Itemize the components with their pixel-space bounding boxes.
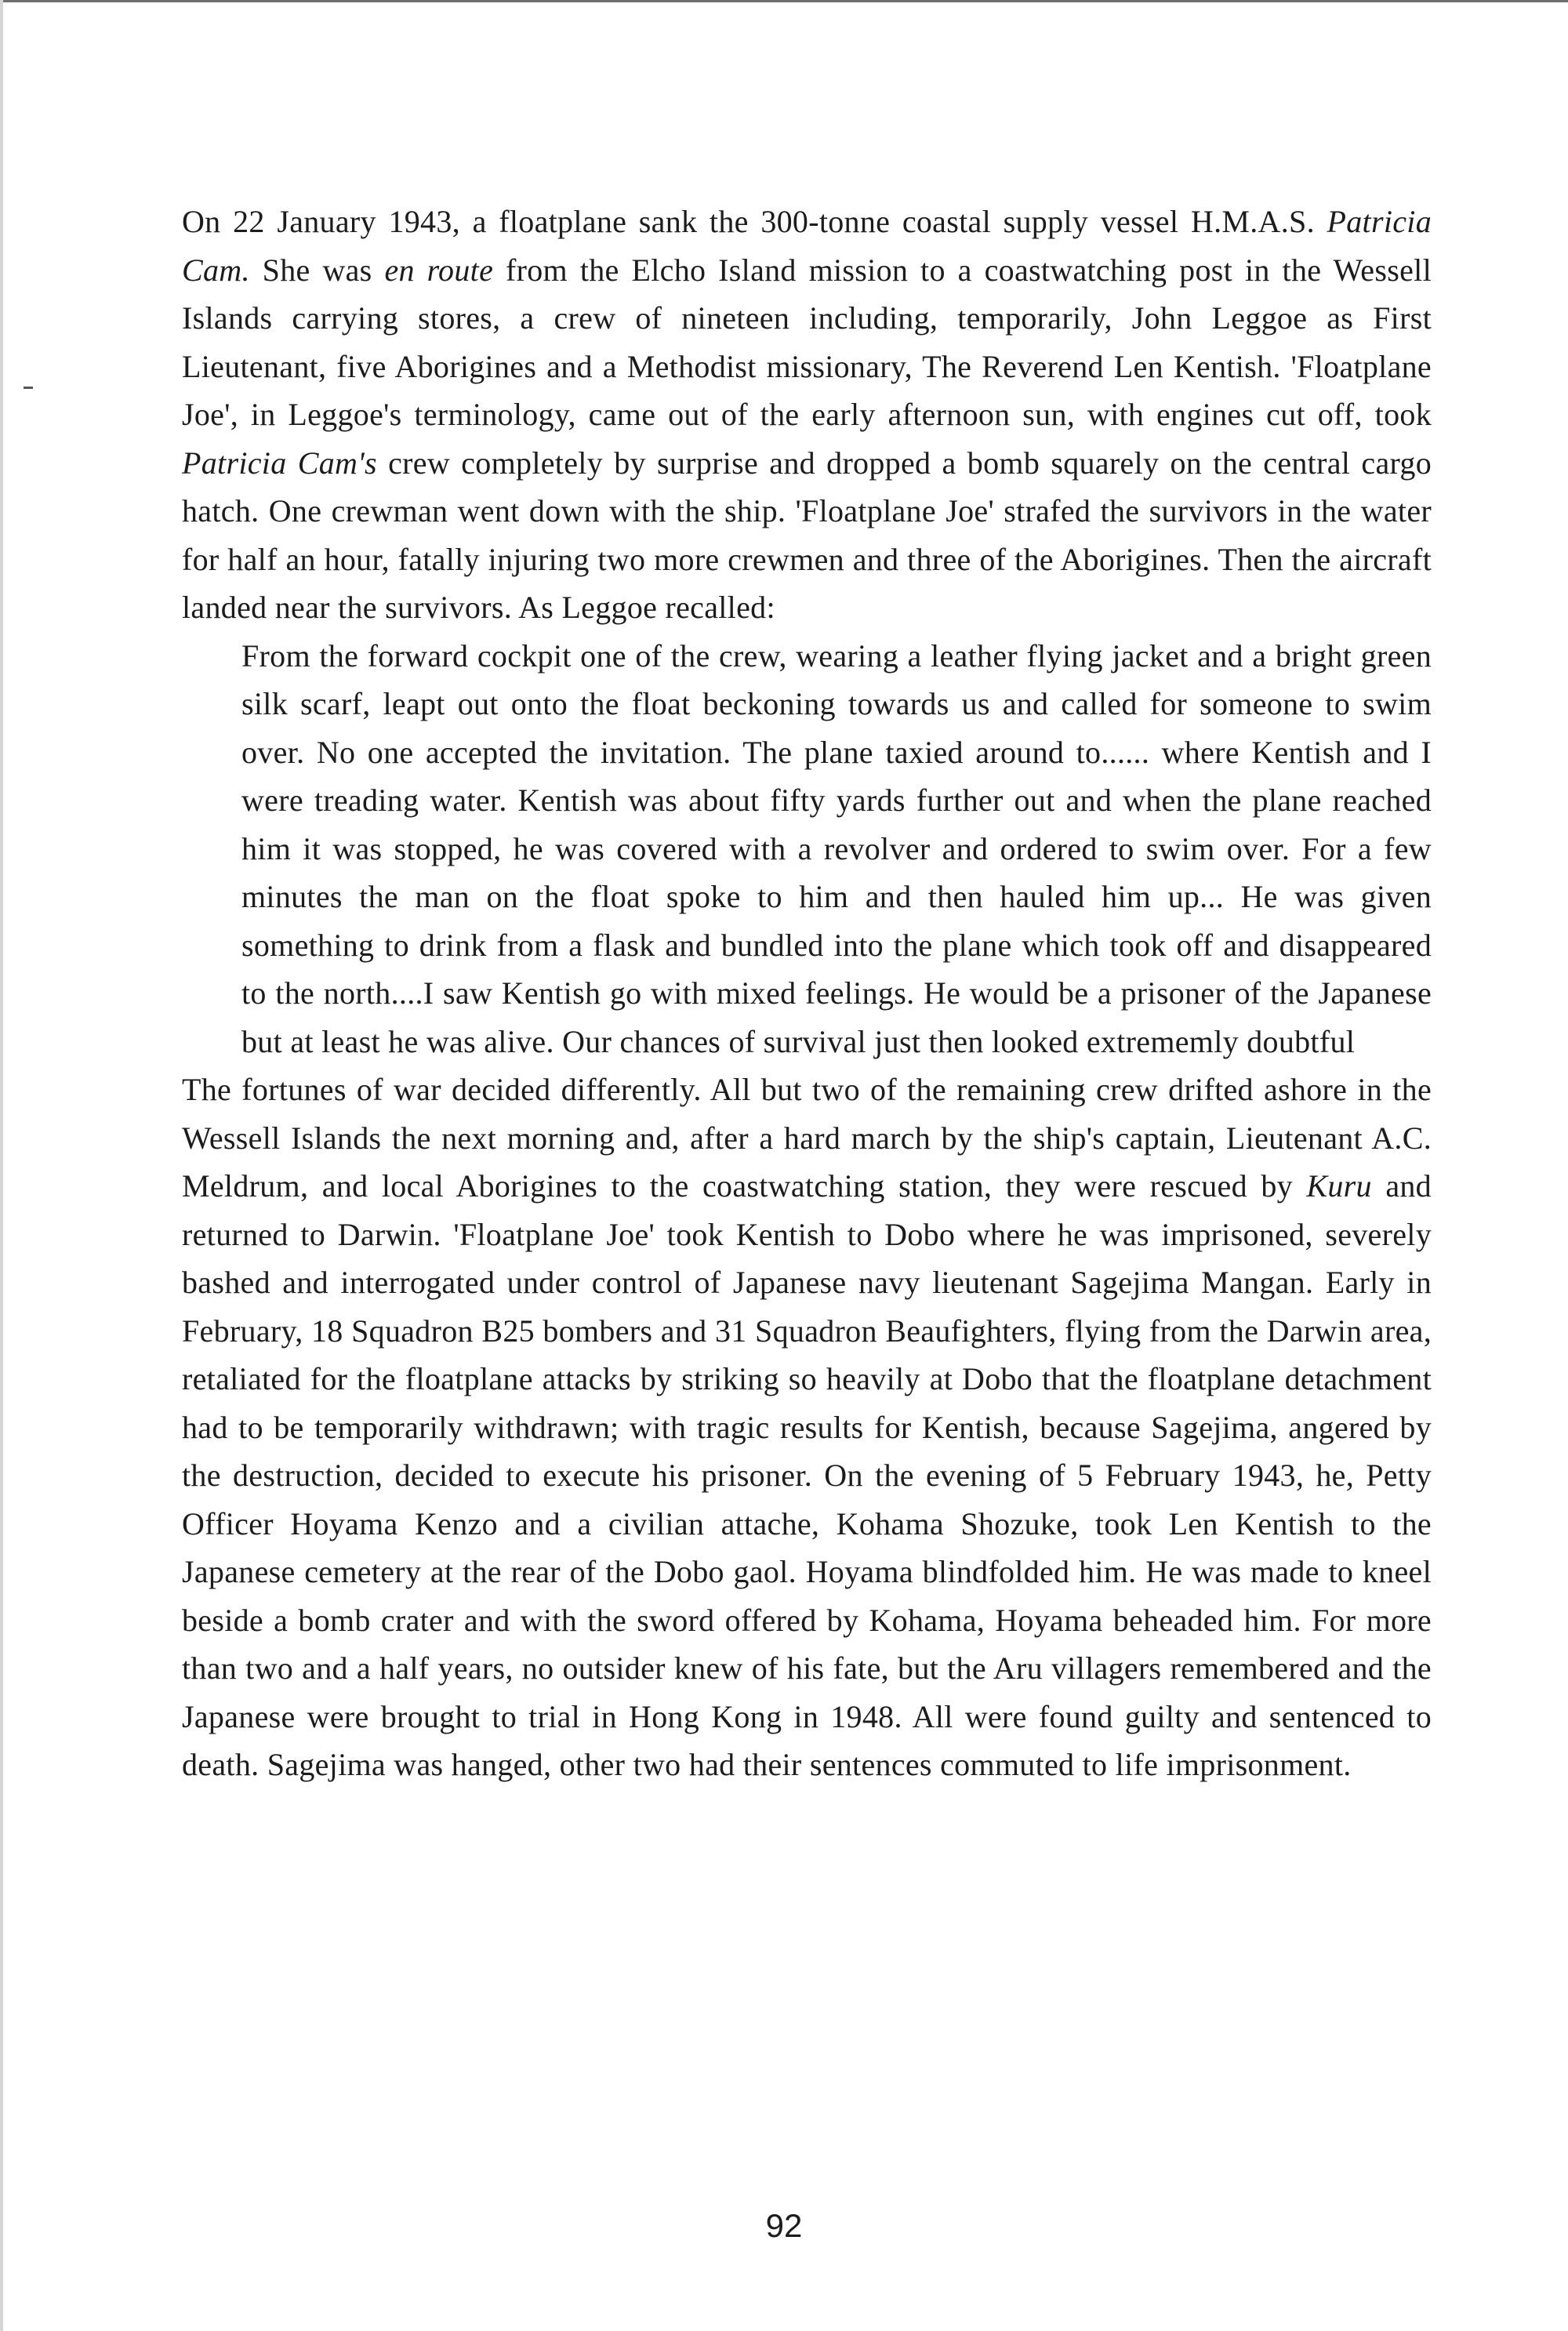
margin-mark <box>24 387 33 389</box>
ship-crew-italic: Patricia Cam's <box>182 445 377 481</box>
paragraph-1-text-3: from the Elcho Island mission to a coastwatching post in the Wessell Islands carrying stores, a crew of nineteen including, temporarily, John Leggoe as First Lieutenant, five Aborigines and a Methodist missionary, The Reverend Len Kentish. 'Floatplane Joe', in Leggoe's terminology, came out of the early afternoon sun, with engines cut off, took <box>182 252 1432 432</box>
paragraph-1-text-1: On 22 January 1943, a floatplane sank the 300-tonne coastal supply vessel H.M.A.S. <box>182 204 1327 239</box>
page-body <box>182 198 1432 1789</box>
paragraph-2-text-2: and returned to Darwin. 'Floatplane Joe' took Kentish to Dobo where he was imprisoned, severely bashed and interrogated under control of Japanese navy lieutenant Sagejima Mangan. Early in February, 18 Squadron B25 bombers and 31 Squadron Beaufighters, flying from the Darwin area, retaliated for the floatplane attacks by striking so heavily at Dobo that the floatplane detachment had to be temporarily withdrawn; with tragic results for Kentish, because Sagejima, angered by the destruction, decided to execute his prisoner. On the evening of 5 February 1943, he, Petty Officer Hoyama Kenzo and a civilian attache, Kohama Shozuke, took Len Kentish to the Japanese cemetery at the rear of the Dobo gaol. Hoyama blindfolded him. He was made to kneel beside a bomb crater and with the sword offered by Kohama, Hoyama beheaded him. For more than two and a half years, no outsider knew of his fate, but the Aru villagers remembered and the Japanese were brought to trial in Hong Kong in 1948. All were found guilty and sentenced to death. Sagejima was hanged, other two had their sentences commuted to life imprisonment. <box>182 1168 1432 1782</box>
block-quote-leggoe: From the forward cockpit one of the crew, wearing a leather flying jacket and a bright green silk scarf, leapt out onto the float beckoning towards us and called for someone to swim over. No one accepted the invitation. The plane taxied around to...... where Kentish and I were treading water. Kentish was about fifty yards further out and when the plane reached him it was stopped, he was covered with a revolver and ordered to swim over. For a few minutes the man on the float spoke to him and then hauled him up... He was given something to drink from a flask and bundled into the plane which took off and disappeared to the north....I saw Kentish go with mixed feelings. He would be a prisoner of the Japanese but at least he was alive. Our chances of survival just then looked extrememly doubtful <box>241 637 1432 1059</box>
paragraph-1-text-4: crew completely by surprise and dropped a bomb squarely on the central cargo hatch. One crewman went down with the ship. 'Floatplane Joe' strafed the survivors in the water for half an hour, fatally injuring two more crewmen and three of the Aborigines. Then the aircraft landed near the survivors. As Leggoe recalled: <box>182 445 1432 625</box>
page-number: 92 <box>765 2207 803 2244</box>
page-top-edge <box>0 0 1568 2</box>
ship-name-italic: Patricia Cam. <box>182 204 1432 288</box>
en-route-italic: en route <box>384 252 494 288</box>
paragraph-kentish-fate <box>182 1066 1432 1789</box>
kuru-italic: Kuru <box>1306 1168 1372 1204</box>
page-left-edge <box>0 0 3 2331</box>
paragraph-patricia-cam-sinking <box>182 198 1432 632</box>
paragraph-1-text-2: She was <box>249 252 385 288</box>
paragraph-2-text-1: The fortunes of war decided differently. All but two of the remaining crew drifted ashore in the Wessell Islands the next morning and, after a hard march by the ship's captain, Lieutenant A.C. Meldrum, and local Aborigines to the coastwatching station, they were rescued by <box>182 1072 1432 1204</box>
